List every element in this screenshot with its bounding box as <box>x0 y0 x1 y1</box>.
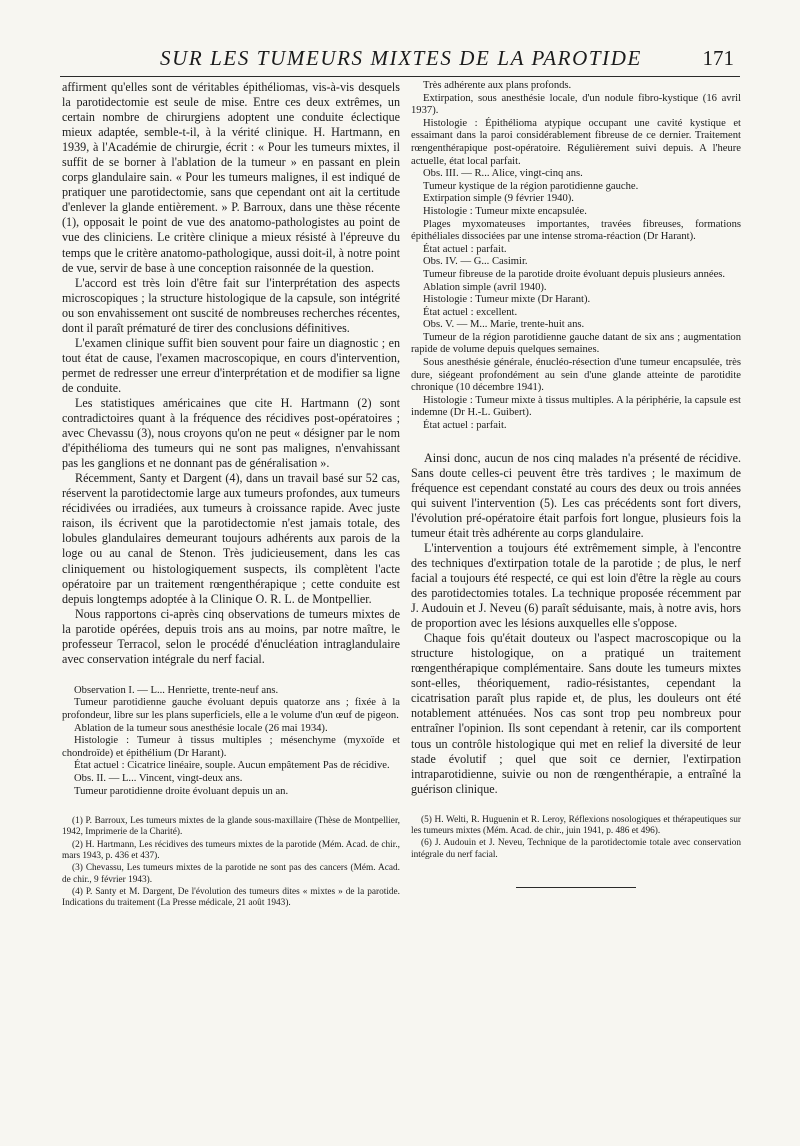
observation-line: Ablation de la tumeur sous anesthésie locale (26 mai 1934). <box>74 722 328 734</box>
footnote: (6) J. Audouin et J. Neveu, Technique de la parotidectomie totale avec conservation intégrale du nerf facial. <box>411 838 741 860</box>
observation-line: Très adhérente aux plans profonds. <box>423 80 572 91</box>
observation-line: Ablation simple (avril 1940). <box>423 281 547 293</box>
observation-line: Histologie : Épithélioma atypique occupant une cavité kystique et essaimant dans la paroi considérablement fibreuse de ce dernier. Traitement rœngenthérapique post-opératoire. Régulièrement suivi depuis. A l'heure actuelle, état local parfait. <box>411 117 741 167</box>
observation-line: Obs. III. — R... Alice, vingt-cinq ans. <box>423 168 583 180</box>
end-rule <box>516 887 636 888</box>
paragraph: affirment qu'elles sont de véritables épithéliomas, vis-à-vis desquels la parotidectomie est seule de mise. Entre ces deux extrêmes, un certain nombre de chirurgiens adoptent une conduite éclectique mieux adaptée, semble-t-il, à la vérité clinique. H. Hartmann, en 1939, à l'Académie de chirurgie, écrit : « Pour les tumeurs mixtes, il suffit de se borner à l'ablation de la tumeur » en passant en plein corps glandulaire sain. « Pour les tumeurs malignes, il est indiqué de pratiquer une parotidectomie, sans que cependant ont ait la certitude d'enlever la glande entièrement. » P. Barroux, dans une thèse récente (1), opposait le point de vue des anatomo-pathologistes au point de vue des cliniciens. Le critère clinique a mieux résisté à l'épreuve du temps que le critère anatomo-pathologique, aussi doit-il, à notre point de vue, servir de base à une conception raisonnée de la question. <box>62 80 400 275</box>
left-body-text <box>62 80 400 667</box>
observation-line: Plages myxomateuses importantes, travées fibreuses, formations épithéliales dissociées par une intense stroma-réaction (Dr Harant). <box>411 218 741 243</box>
observation-line: Observation I. — L... Henriette, trente-neuf ans. <box>74 684 279 696</box>
footnote: (5) H. Welti, R. Huguenin et R. Leroy, Réflexions nosologiques et thérapeutiques sur les tumeurs mixtes (Mém. Acad. de chir., juin 1941, p. 486 et 496). <box>411 814 741 836</box>
observation-line: Obs. II. — L... Vincent, vingt-deux ans. <box>74 772 243 784</box>
paragraph: L'examen clinique suffit bien souvent pour faire un diagnostic ; en tout état de cause, l'examen macroscopique, en cours d'intervention, permet de redresser une erreur d'interprétation et de modifier sa ligne de conduite. <box>62 335 400 395</box>
observation-line: Histologie : Tumeur à tissus multiples ; mésenchyme (myxoïde et chondroïde) et épithélium (Dr Harant). <box>62 735 400 759</box>
right-observations <box>411 80 741 433</box>
left-column <box>62 80 400 911</box>
paragraph: Chaque fois qu'était douteux ou l'aspect macroscopique ou la structure histologique, on a pratiqué un traitement rœngenthérapique complémentaire. Sans doute les tumeurs mixtes sont-elles, théoriquement, radio-résistantes, cependant la cicatrisation paraît plus rapide et, de plus, les douleurs ont été notablement atténuées. Nos cas sont trop peu nombreux pour entraîner l'opinion. Ils sont cependant à retenir, car ils comportent tous un contrôle histologique qui met en relief la diversité de leur stade évolutif ; quel que soit ce dernier, l'extirpation intraparotidienne, suivie ou non de rœngenthérapie, a entraîné la guérison clinique. <box>411 631 741 796</box>
observation-line: Histologie : Tumeur mixte encapsulée. <box>423 205 587 217</box>
observation-line: Obs. IV. — G... Casimir. <box>423 256 528 268</box>
paragraph: L'accord est très loin d'être fait sur l'interprétation des aspects microscopiques ; la structure histologique de la capsule, son intégrité ou son envahissement ont suscité de nombreuses recherches récentes, dont il paraît prématuré de tirer des conclusions définitives. <box>62 275 400 335</box>
observation-line: Tumeur fibreuse de la parotide droite évoluant depuis plusieurs années. <box>423 268 726 280</box>
right-footnotes <box>411 815 741 861</box>
observation-line: État actuel : parfait. <box>423 243 507 255</box>
paragraph: Les statistiques américaines que cite H. Hartmann (2) sont contradictoires quant à la fréquence des récidives post-opératoires ; avec Chevassu (3), nous croyons qu'on ne peut « désigner par le nom d'épithélioma des tumeurs qui ne sont pas malignes, n'envahissant pas les ganglions et ne donnant pas de généralisation ». <box>62 395 400 471</box>
observation-line: Extirpation simple (9 février 1940). <box>423 193 574 205</box>
observation-line: Sous anesthésie générale, énucléo-résection d'une tumeur encapsulée, très dure, siégeant profondément au sein d'une glande atteinte de parotidite chronique (10 décembre 1941). <box>411 357 741 394</box>
paragraph: Récemment, Santy et Dargent (4), dans un travail basé sur 52 cas, réservent la parotidectomie large aux tumeurs profondes, aux tumeurs récidivées ou irradiées, aux tumeurs à croissance rapide. Avec juste raison, ils écrivent que la parotidectomie n'est jamais totale, des lobules glandulaires demeurant toujours adhérents aux parois de la loge ou au canal de Stenon. Très judicieusement, dans les cas cliniquement ou histologiquement suspects, ils complètent l'acte opératoire par un traitement rœngenthérapique ; cette conduite est depuis longtemps adoptée à la Clinique O. R. L. de Montpellier. <box>62 471 400 606</box>
paragraph: L'intervention a toujours été extrêmement simple, à l'encontre des techniques d'extirpation totale de la parotide ; de plus, le nerf facial a toujours été respecté, ce qui est loin d'être la règle au cours des parotidectomies totales. La technique proposée récemment par J. Audouin et J. Neveu (6) paraît séduisante, mais, à notre avis, hors de proportion avec les lésions auxquelles elle s'oppose. <box>411 540 741 631</box>
observation-line: Histologie : Tumeur mixte (Dr Harant). <box>423 294 591 306</box>
observation-line: État actuel : excellent. <box>423 306 518 318</box>
observation-line: Tumeur de la région parotidienne gauche datant de six ans ; augmentation rapide de volume depuis quelques semaines. <box>411 331 741 356</box>
observation-line: Tumeur parotidienne gauche évoluant depuis quatorze ans ; fixée à la profondeur, libre sur les plans superficiels, elle a le volume d'un œuf de pigeon. <box>62 697 400 722</box>
observation-line: État actuel : Cicatrice linéaire, souple. Aucun empâtement Pas de récidive. <box>74 760 390 772</box>
observation-line: Tumeur parotidienne droite évoluant depuis un an. <box>74 785 289 797</box>
observation-line: Tumeur kystique de la région parotidienne gauche. <box>423 180 639 192</box>
right-column <box>411 80 741 888</box>
observation-line: Extirpation, sous anesthésie locale, d'un nodule fibro-kystique (16 avril 1937). <box>411 92 741 117</box>
page-number: 171 <box>702 46 734 70</box>
observation-line: État actuel : parfait. <box>423 420 507 432</box>
right-body-text <box>411 451 741 797</box>
observation-line: Histologie : Tumeur mixte à tissus multiples. A la périphérie, la capsule est indemne (Dr H.-L. Guibert). <box>411 394 741 419</box>
paragraph: Nous rapportons ci-après cinq observations de tumeurs mixtes de la parotide opérées, depuis trois ans au moins, par notre maître, le professeur Terracol, selon le procédé d'énucléation intraglandulaire avec conservation intégrale du nerf facial. <box>62 606 400 666</box>
footnote: (2) H. Hartmann, Les récidives des tumeurs mixtes de la parotide (Mém. Acad. de chir., mars 1943, p. 436 et 437). <box>62 839 400 862</box>
footnote: (4) P. Santy et M. Dargent, De l'évolution des tumeurs dites « mixtes » de la parotide. Indications du traitement (La Presse médicale, 21 août 1943). <box>62 886 400 909</box>
left-footnotes <box>62 816 400 909</box>
footnote: (1) P. Barroux, Les tumeurs mixtes de la glande sous-maxillaire (Thèse de Montpellier, 1942, Imprimerie de la Charité). <box>62 816 400 838</box>
left-observations <box>62 685 400 798</box>
paragraph: Ainsi donc, aucun de nos cinq malades n'a présenté de récidive. Sans doute celles-ci peuvent être très tardives ; le maximum de fréquence est cependant constaté au cours des deux ou trois années qui suivent l'intervention (5). Les cas précédents sont fort divers, l'évolution pré-opératoire était parfois fort longue, plusieurs fois la tumeur était très adhérente au corps glandulaire. <box>411 450 741 540</box>
footnote: (3) Chevassu, Les tumeurs mixtes de la parotide ne sont pas des cancers (Mém. Acad. de chir., 9 février 1943). <box>62 863 400 885</box>
observation-line: Obs. V. — M... Marie, trente-huit ans. <box>423 319 585 331</box>
running-title: SUR LES TUMEURS MIXTES DE LA PAROTIDE <box>160 46 642 70</box>
page-header <box>60 46 740 77</box>
